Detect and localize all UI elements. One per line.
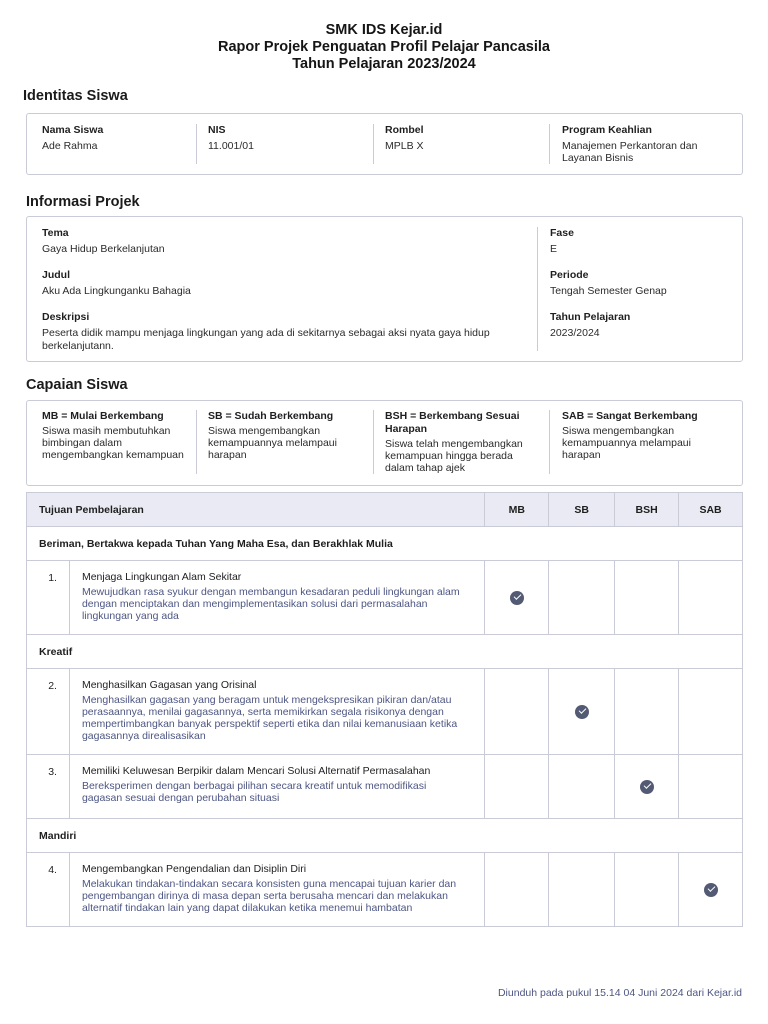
legend-desc: kemampuannya melampaui — [562, 437, 691, 449]
table-row — [27, 853, 743, 927]
category-row — [27, 819, 743, 853]
objective-title: Mengembangkan Pengendalian dan Disiplin Diri — [81, 863, 307, 875]
description-line: dengan menciptakan dan mengimplementasikan solusi dari permasalahan — [81, 598, 428, 610]
description-line: lingkungan yang ada — [81, 610, 179, 622]
description-line: perasaannya, menilai gagasannya, serta memikirkan segala risikonya dengan — [81, 706, 444, 718]
description-line: Bereksperimen dengan berbagai pilihan secara kreatif untuk memodifikasi — [81, 780, 427, 792]
description-line: mempertimbangkan banyak perspektif seperti etika dan nilai kemanusiaan ketika — [81, 718, 458, 730]
section-title-identitas: Identitas Siswa — [23, 88, 128, 104]
periode-field — [550, 269, 667, 297]
legend-item-mb — [42, 410, 184, 461]
description-line: Mewujudkan rasa syukur dengan membangun kesadaran peduli lingkungan alam — [81, 586, 460, 598]
description-line: gagasan sesuai dengan perubahan situasi — [81, 792, 280, 804]
nama-value: Ade Rahma — [42, 140, 98, 152]
tahun-label: Tahun Pelajaran — [550, 311, 631, 323]
program-field — [562, 124, 697, 164]
legend-title-line-2: Harapan — [385, 423, 428, 435]
objective-title: Menghasilkan Gagasan yang Orisinal — [81, 679, 257, 691]
judul-label: Judul — [42, 269, 70, 281]
judul-value: Aku Ada Lingkunganku Bahagia — [42, 285, 191, 297]
legend-title: BSH = Berkembang Sesuai — [385, 410, 520, 422]
deskripsi-value-line-1: Peserta didik mampu menjaga lingkungan yang ada di sekitarnya sebagai aksi nyata gaya hidup — [42, 327, 490, 339]
level-cell-mb — [485, 669, 549, 755]
periode-value: Tengah Semester Genap — [550, 285, 667, 297]
nis-field — [208, 124, 254, 152]
legend-desc: Siswa mengembangkan — [562, 425, 675, 437]
school-name: SMK IDS Kejar.id — [325, 22, 443, 38]
judul-field — [42, 269, 191, 297]
deskripsi-field — [42, 311, 522, 352]
category-label: Kreatif — [27, 635, 743, 669]
academic-year: Tahun Pelajaran 2023/2024 — [292, 56, 476, 72]
level-cell-sb — [549, 853, 615, 927]
fase-field — [550, 227, 574, 255]
legend-box — [26, 400, 743, 486]
divider — [537, 227, 538, 351]
legend-desc: Siswa telah mengembangkan — [385, 438, 523, 450]
header-bsh: BSH — [615, 493, 679, 527]
level-cell-sab — [679, 853, 743, 927]
table-row — [27, 669, 743, 755]
category-label: Mandiri — [27, 819, 743, 853]
category-row — [27, 527, 743, 561]
description-line: gagasannya direalisasikan — [81, 730, 206, 742]
legend-item-sb — [208, 410, 337, 461]
level-cell-bsh — [615, 669, 679, 755]
row-number: 3. — [27, 755, 70, 819]
description-line: Menghasilkan gagasan yang beragam untuk mengekspresikan pikiran dan/atau — [81, 694, 452, 706]
tahun-value: 2023/2024 — [550, 327, 600, 339]
header-tujuan: Tujuan Pembelajaran — [27, 493, 485, 527]
fase-label: Fase — [550, 227, 574, 239]
header-sb: SB — [549, 493, 615, 527]
divider — [549, 124, 550, 164]
divider — [549, 410, 550, 474]
category-label: Beriman, Bertakwa kepada Tuhan Yang Maha Esa, dan Berakhlak Mulia — [27, 527, 743, 561]
level-cell-bsh — [615, 755, 679, 819]
level-cell-sb — [549, 755, 615, 819]
deskripsi-value-line-2: berkelanjutann. — [42, 340, 114, 352]
level-cell-bsh — [615, 853, 679, 927]
nama-label: Nama Siswa — [42, 124, 104, 136]
table-row — [27, 755, 743, 819]
description-line: alternatif tindakan lain yang dapat dilakukan ketika menemui hambatan — [81, 902, 413, 914]
legend-desc: mengembangkan kemampuan — [42, 449, 184, 461]
nis-label: NIS — [208, 124, 226, 136]
section-title-capaian: Capaian Siswa — [26, 377, 128, 393]
tema-label: Tema — [42, 227, 69, 239]
legend-desc: bimbingan dalam — [42, 437, 122, 449]
legend-desc: harapan — [562, 449, 601, 461]
nama-field — [42, 124, 103, 152]
level-cell-mb — [485, 755, 549, 819]
legend-desc: dalam tahap ajek — [385, 462, 465, 474]
row-number: 4. — [27, 853, 70, 927]
check-circle-icon — [575, 705, 589, 719]
legend-desc: Siswa mengembangkan — [208, 425, 321, 437]
report-header — [0, 22, 768, 73]
legend-title: SB = Sudah Berkembang — [208, 410, 334, 422]
level-cell-bsh — [615, 561, 679, 635]
header-sab: SAB — [679, 493, 743, 527]
level-cell-sb — [549, 669, 615, 755]
legend-desc: kemampuannya melampaui — [208, 437, 337, 449]
tema-value: Gaya Hidup Berkelanjutan — [42, 243, 165, 255]
divider — [196, 410, 197, 474]
report-title: Rapor Projek Penguatan Profil Pelajar Pancasila — [217, 39, 550, 55]
tahun-field — [550, 311, 630, 339]
category-row — [27, 635, 743, 669]
objective-cell — [69, 755, 484, 819]
row-number: 1. — [27, 561, 70, 635]
level-cell-sb — [549, 561, 615, 635]
download-footer: Diunduh pada pukul 15.14 04 Juni 2024 dari Kejar.id — [497, 987, 742, 999]
legend-title: MB = Mulai Berkembang — [42, 410, 164, 422]
table-header-row — [27, 493, 743, 527]
program-label: Program Keahlian — [562, 124, 652, 136]
tema-field — [42, 227, 165, 255]
level-cell-sab — [679, 561, 743, 635]
informasi-box — [26, 216, 743, 362]
legend-desc: kemampuan hingga berada — [385, 450, 513, 462]
objective-cell — [69, 853, 484, 927]
objective-description — [82, 780, 472, 804]
row-number: 2. — [27, 669, 70, 755]
rombel-label: Rombel — [385, 124, 424, 136]
objective-description — [82, 694, 472, 742]
deskripsi-label: Deskripsi — [42, 311, 90, 323]
identitas-box — [26, 113, 743, 175]
objective-cell — [69, 561, 484, 635]
divider — [373, 124, 374, 164]
check-circle-icon — [704, 883, 718, 897]
periode-label: Periode — [550, 269, 589, 281]
table-body — [27, 527, 743, 927]
divider — [196, 124, 197, 164]
legend-desc: harapan — [208, 449, 247, 461]
objective-title: Memiliki Keluwesan Berpikir dalam Mencari Solusi Alternatif Permasalahan — [81, 765, 431, 777]
objective-cell — [69, 669, 484, 755]
program-value-line-1: Manajemen Perkantoran dan — [562, 140, 698, 152]
divider — [373, 410, 374, 474]
legend-title: SAB = Sangat Berkembang — [562, 410, 698, 422]
level-cell-sab — [679, 669, 743, 755]
objective-title: Menjaga Lingkungan Alam Sekitar — [81, 571, 242, 583]
level-cell-mb — [485, 853, 549, 927]
legend-desc: Siswa masih membutuhkan — [42, 425, 171, 437]
level-cell-sab — [679, 755, 743, 819]
level-cell-mb — [485, 561, 549, 635]
program-value-line-2: Layanan Bisnis — [562, 152, 634, 164]
fase-value: E — [550, 243, 558, 255]
legend-item-bsh — [385, 410, 523, 474]
description-line: Melakukan tindakan-tindakan secara konsisten guna mencapai tujuan karier dan — [81, 878, 457, 890]
header-mb: MB — [485, 493, 549, 527]
rombel-field — [385, 124, 424, 152]
rombel-value: MPLB X — [385, 140, 424, 152]
objective-description — [82, 878, 472, 914]
objective-description — [82, 586, 472, 622]
section-title-informasi: Informasi Projek — [26, 194, 140, 210]
check-circle-icon — [510, 591, 524, 605]
legend-item-sab — [562, 410, 698, 461]
check-circle-icon — [640, 780, 654, 794]
nis-value: 11.001/01 — [208, 140, 254, 152]
table-row — [27, 561, 743, 635]
capaian-table — [26, 492, 743, 927]
description-line: pengembangan dirinya di masa depan serta berusaha mencari dan melakukan — [81, 890, 448, 902]
